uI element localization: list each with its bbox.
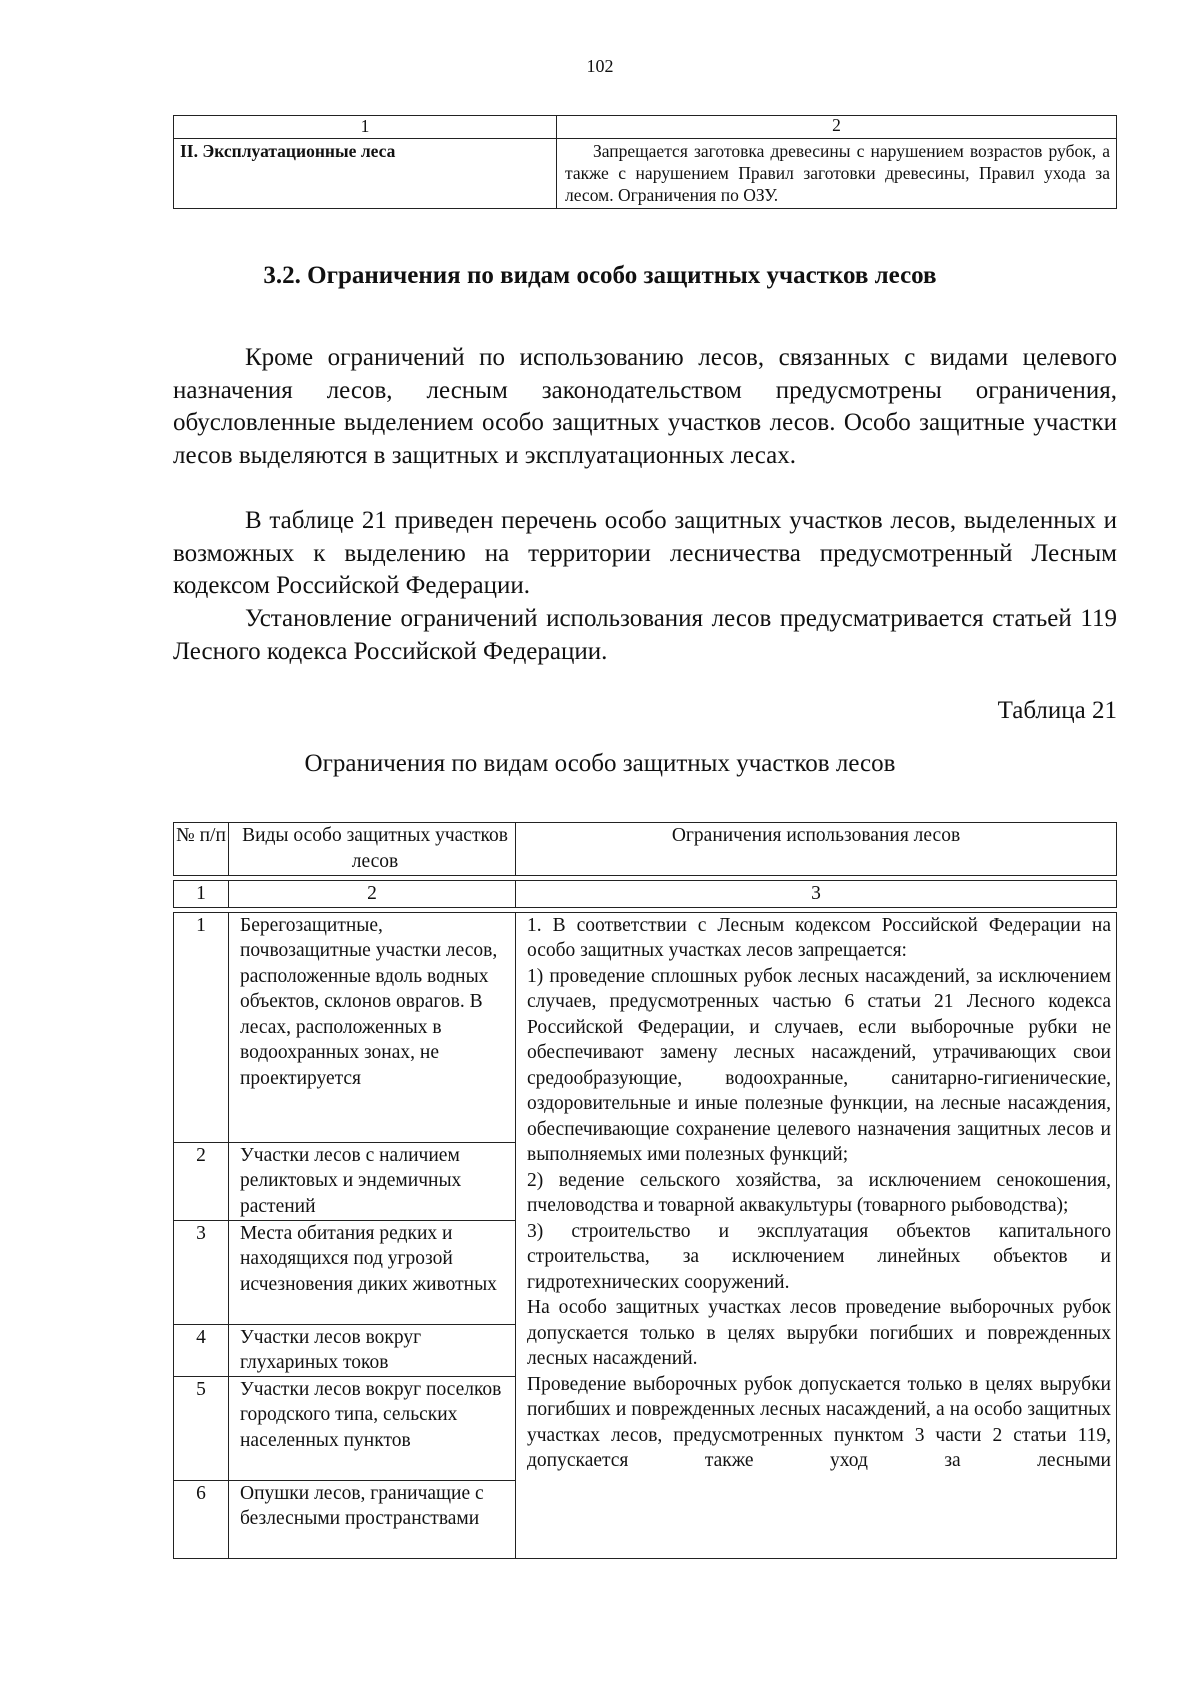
- top-table: [173, 115, 1117, 209]
- restriction-paragraph: 1. В соответствии с Лесным кодексом Российской Федерации на особо защитных участках лесов запрещается:: [527, 914, 1111, 961]
- row-type: Участки лесов вокруг глухариных токов: [229, 1324, 516, 1376]
- restriction-paragraph: На особо защитных участках лесов проведение выборочных рубок допускается только в целях вырубки погибших и поврежденных лесных насаждений.: [527, 1297, 1111, 1369]
- header-restrictions: Ограничения использования лесов: [516, 823, 1117, 876]
- top-table-col2-header: 2: [557, 116, 1117, 139]
- main-table: [173, 822, 1117, 1559]
- restrictions-cell: [516, 912, 1117, 1558]
- paragraph-2: В таблице 21 приведен перечень особо защитных участков лесов, выделенных и возможных к выделению на территории лесничества предусмотренный Лесным кодексом Российской Федерации.: [173, 507, 1117, 599]
- row-type: Берегозащитные, почвозащитные участки лесов, расположенные вдоль водных объектов, склонов оврагов. В лесах, расположенных в водоохранных зонах, не проектируется: [229, 912, 516, 1142]
- row-number: 4: [174, 1324, 229, 1376]
- row-number: 5: [174, 1376, 229, 1480]
- row-type: Места обитания редких и находящихся под угрозой исчезновения диких животных: [229, 1220, 516, 1324]
- paragraph-3: Установление ограничений использования лесов предусматривается статьей 119 Лесного кодекса Российской Федерации.: [173, 605, 1117, 665]
- row-number: 1: [174, 912, 229, 1142]
- table-label: Таблица 21: [997, 697, 1117, 724]
- column-number-3: 3: [516, 881, 1117, 908]
- row-number: 2: [174, 1142, 229, 1220]
- table-title: Ограничения по видам особо защитных участков лесов: [304, 750, 896, 777]
- restriction-paragraph: 1) проведение сплошных рубок лесных насаждений, за исключением случаев, предусмотренных частью 6 статьи 21 Лесного кодекса Российской Федерации, и случаев, если выборочные рубки не обеспечивают замену лесных насаждений, утрачивающих свои средообразующие, водоохранные, санитарно-гигиенические, оздоровительные и иные полезные функции, на лесные насаждения, обеспечивающие сохранение целевого назначения защитных лесов и выполняемых ими полезных функций;: [527, 965, 1111, 1165]
- top-table-row: [174, 139, 1117, 209]
- column-number-row: [174, 881, 1117, 908]
- top-table-row-label: II. Эксплуатационные леса: [174, 139, 557, 209]
- column-number-2: 2: [229, 881, 516, 908]
- row-type: Опушки лесов, граничащие с безлесными пространствами: [229, 1480, 516, 1558]
- top-table-row-text: Запрещается заготовка древесины с нарушением возрастов рубок, а также с нарушением Правил заготовки древесины, Правил ухода за лесом. Ограничения по ОЗУ.: [557, 139, 1117, 209]
- row-number: 3: [174, 1220, 229, 1324]
- row-type: Участки лесов с наличием реликтовых и эндемичных растений: [229, 1142, 516, 1220]
- top-table-header-row: [174, 116, 1117, 139]
- row-type: Участки лесов вокруг поселков городского типа, сельских населенных пунктов: [229, 1376, 516, 1480]
- page-number: 102: [586, 56, 614, 76]
- top-table-col1-header: 1: [174, 116, 557, 139]
- restriction-paragraph: 2) ведение сельского хозяйства, за исключением сенокошения, пчеловодства и товарной аквакультуры (товарного рыбоводства);: [527, 1169, 1111, 1216]
- column-number-1: 1: [174, 881, 229, 908]
- header-type: Виды особо защитных участков лесов: [229, 823, 516, 876]
- main-table-header-row: [174, 823, 1117, 876]
- header-number: № п/п: [174, 823, 229, 876]
- restriction-paragraph: Проведение выборочных рубок допускается только в целях вырубки погибших и поврежденных лесных насаждений, а на особо защитных участках лесов, предусмотренных пунктом 3 части 2 статьи 119, допускается также уход за лесными: [527, 1373, 1111, 1471]
- row-number: 6: [174, 1480, 229, 1558]
- section-title: 3.2. Ограничения по видам особо защитных участков лесов: [263, 262, 937, 289]
- table-row: [174, 912, 1117, 1142]
- restriction-paragraph: 3) строительство и эксплуатация объектов капитального строительства, за исключением линейных объектов и гидротехнических сооружений.: [527, 1220, 1111, 1293]
- paragraph-1: Кроме ограничений по использованию лесов, связанных с видами целевого назначения лесов, лесным законодательством предусмотрены ограничения, обусловленные выделением особо защитных участков лесов. Особо защитные участки лесов выделяются в защитных и эксплуатационных лесах.: [173, 344, 1117, 469]
